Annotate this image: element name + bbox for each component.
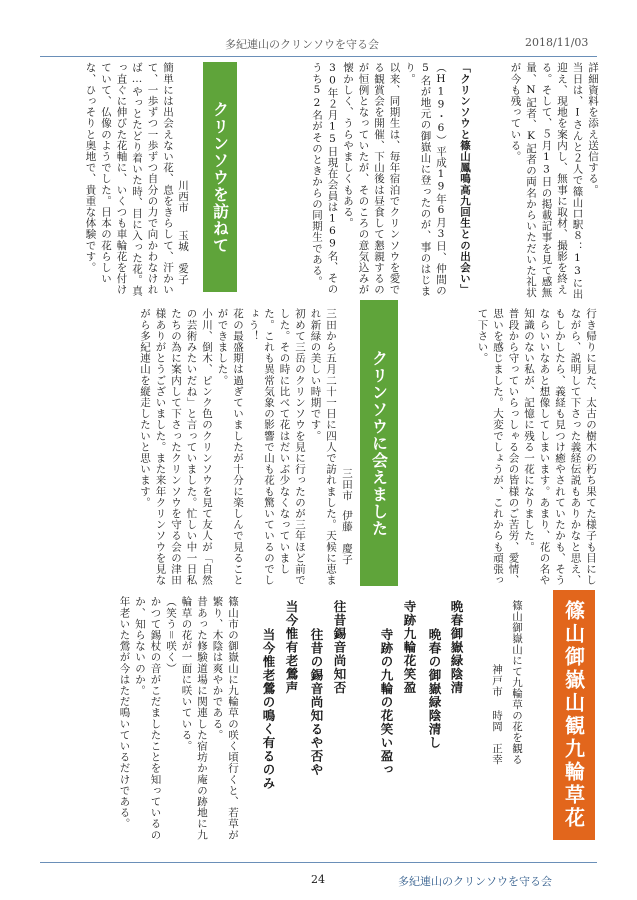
article2-city: 川西市 xyxy=(177,180,189,213)
article4-city: 三田市 xyxy=(341,468,353,501)
footer-org: 多紀連山のクリンソウを守る会 xyxy=(398,875,552,888)
article1-heading: 「クリンソウと篠山鳳鳴高九回生との出会い」 xyxy=(459,62,471,296)
poem-line-6: 往昔の錫音尚知るや否や xyxy=(309,628,324,777)
header-date: 2018/11/03 xyxy=(525,36,589,49)
article5-name: 時岡 正幸 xyxy=(491,710,503,765)
header-rule xyxy=(40,56,597,57)
poem-line-4: 寺跡の九輪の花笑い盈っ xyxy=(379,628,394,777)
header-title: 多紀連山のクリンソウを守る会 xyxy=(225,38,379,51)
article2-title: クリンソウを訪ねて xyxy=(203,62,237,292)
article5-title: 篠山御嶽山観九輪草花 xyxy=(553,590,595,840)
article5-city: 神戸市 xyxy=(491,664,503,697)
footer-rule xyxy=(40,862,597,863)
poem-line-7: 当今惟有老鶯声 xyxy=(284,600,299,695)
article2-body: 簡単には出会えない花、息をきらして、汗かいて、一歩ずつ一歩ずつ自分の力で向かわなければ…やっとたどり着いた時、目に入った花。真っ直ぐに伸びた花軸に、いくつも車輪花を付けていて、仏像のようでした。日本の花らしいな、ひっそりと奥地で、貴重な体験です。 xyxy=(84,62,174,297)
poem-line-8: 当今惟老鶯の鳴く有るのみ xyxy=(261,628,276,790)
article1-body-b: （H19・6）平成19年6月3日、仲間の5名が地元の御嶽山に登ったのが、事のはじまり。 以来、同期生は、毎年宿泊でクリンソウを愛でる観賞会を開催、下山後は昼食して懇親するのが恒例となっていたが、そのころの意気込みが懐かしく、うらやましくもある。 30年２月15日現在会員は169名、そのうち52名がそのときからの同期生である。 xyxy=(311,62,447,297)
article4-title: クリンソウに会えました xyxy=(360,300,398,586)
article5-body: 篠山市の御嶽山に九輪草の咲く頃行くと、若草が繁り、木陰は爽やかである。 昔あった修験道場に関連した宿坊か庵の跡地に九輪草の花が一面に咲いている。 （笑う＝咲く） かつて錫杖の音がこだましたことを知っているのか、知らないのか。 年老いた鶯が今はただ鳴いているだけである。 xyxy=(118,596,239,841)
article4-body: 三田から五月二十一日に四人で訪れました。天候に恵まれ新緑の美しい時期です。 初めて三岳のクリンソウを見に行ったのが三年ほど前でした。その時に比べて花はだいぶ少なくなっていました。これも異常気象の影響で山も花も驚いているのでしょう！ 花の最盛期は過ぎていましたが十分に楽しんで見ることができました。 小川、倒木、ピンク色のクリンソウを見て友人が「自然の芸術みたいだね」と言っていました。忙しい中一日私たちの為に案内して下さったクリンソウを守る会の津田様ありがとうございました。また来年クリンソウを見ながら多紀連山を縦走したいと思います。 xyxy=(139,308,337,586)
article3-body: 行き帰りに見た、太古の樹木の朽ち果てた様子も目にしながら、説明して下さった義経伝説もありかなと思え、もしかしたら、義経も見つけ癒やされていたかも、そうならいいなあと想像してしまいます。あまり、花の名や知識のない私が、記憶に残る一花になりました。 普段から守っていらっしゃる会の皆様のご苦労、愛情、思いを感じました。大変でしょうが、これからも頑張って下さい。 xyxy=(476,308,597,586)
article5-intro: 篠山御嶽山にて九輪草の花を観る xyxy=(511,600,523,765)
poem-line-3: 寺跡九輪花笑盈 xyxy=(402,600,417,695)
article2-name: 玉城 愛子 xyxy=(177,230,189,285)
poem-line-1: 晩春御嶽緑陰清 xyxy=(449,600,464,695)
page-number: 24 xyxy=(311,873,325,886)
poem-line-2: 晩春の御嶽緑陰清し xyxy=(427,628,442,750)
article4-name: 伊藤 慶子 xyxy=(341,510,353,565)
article1-body-a: 詳細資料を添え送信する。 当日は、Iさんと２人で篠山口駅８：13に出迎え、現地を案内し、無事に取材、撮影を終える。そして、５月13日の掲載記事を見て感無量、N記者、K記者の両名からいただいた礼状が今も残っている。 xyxy=(509,62,599,300)
poem-line-5: 往昔錫音尚知否 xyxy=(332,600,347,695)
